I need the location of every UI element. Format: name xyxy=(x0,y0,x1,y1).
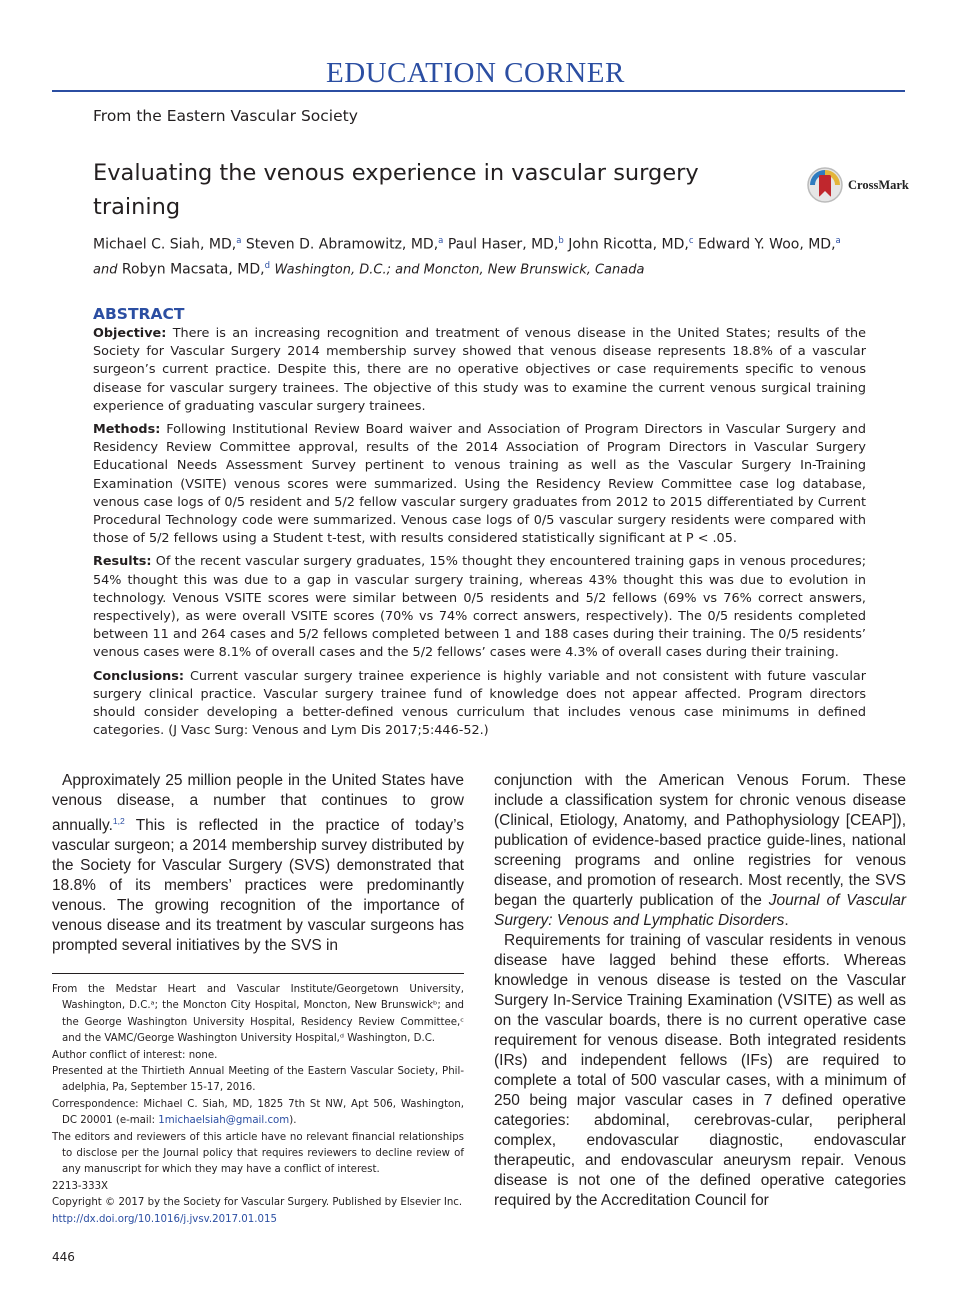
body-column-left xyxy=(52,771,464,956)
abstract xyxy=(93,305,866,745)
affiliation-marker[interactable]: a xyxy=(236,236,242,246)
footnote-rule xyxy=(52,973,464,974)
body-text: . xyxy=(784,912,789,929)
author-name: Robyn Macsata, MD, xyxy=(121,261,265,278)
authors-conjunction: and xyxy=(93,262,118,278)
abstract-text: Current vascular surgery trainee experience is highly variable and not consistent with future vascular surgery clinical practice. Vascular surgery trainee fund of knowledge does not appear affected. Program directors should consider developing a better-defined venous curriculum that includes venous case minimums in defined categories. (J Vasc Surg: Venous and Lym Dis 2017;5:446-52.) xyxy=(93,668,866,739)
society-line: From the Eastern Vascular Society xyxy=(93,107,358,125)
affiliation-marker[interactable]: d xyxy=(264,261,270,272)
body-text: conjunction with the American Venous Forum. These include a classification system for chronic venous disease (Clinical, Etiology, Anatomy, and Pathophysiology [CEAP]), publication of evidence-based practice guide-lines, national screening programs and online registries for venous disease, and promotion of research. Most recently, the SVS began the quarterly publication of the xyxy=(494,772,906,909)
abstract-text: Following Institutional Review Board waiver and Association of Program Directors in Vascular Surgery and Residency Review Committee approval, results of the 2014 Association of Program Directors in Vascular Surgery Educational Needs Assessment Survey pertinent to venous training as well as the Vascular Surgery In-Training Examination (VSITE) venous scores were summarized. Using the Residency Review Committee case log database, venous case logs of 0/5 resident and 5/2 fellow vascular surgery graduates from 2012 to 2015 differentiated by Current Procedural Technology code were summarized. Venous case logs of 0/5 vascular surgery residents were compared with those of 5/2 fellows using a Student t-test, with results considered statistically significant at P < .05. xyxy=(93,422,866,547)
affiliation-marker[interactable]: b xyxy=(558,236,564,246)
footnote-text: ). xyxy=(289,1115,297,1127)
body-text: This is reflected in the practice of today’s vascular surgeon; a 2014 membership survey distributed by the Society for Vascular Surgery (SVS) demonstrated that 18.8% of its members’ practices were predominantly venous. The growing recognition of the importance of venous disease and its treatment by vascular surgeons has prompted several initiatives by the SVS in xyxy=(52,817,464,955)
author-name: Edward Y. Woo, MD, xyxy=(697,236,836,253)
abstract-label: Methods: xyxy=(93,422,161,438)
section-heading: EDUCATION CORNER xyxy=(326,57,625,89)
abstract-text: There is an increasing recognition and treatment of venous disease in the United States; results of the Society for Vascular Surgery 2014 membership survey showed that venous disease represents 18.8% of a vascular surgeon’s current practice. Despite this, there are no operative objectives or case requirements specific to venous disease for vascular surgery trainees. The objective of this study was to examine the current venous surgical training experience of graduating vascular surgery trainees. xyxy=(93,326,866,414)
footnote-text: Correspondence: Michael C. Siah, MD, 1825 7th St NW, Apt 506, Washington, DC 20001 (e-mail: xyxy=(52,1098,464,1127)
affiliation-marker[interactable]: c xyxy=(688,236,694,246)
doi xyxy=(52,1212,464,1228)
doi-link[interactable]: http://dx.doi.org/10.1016/j.jvsv.2017.01.015 xyxy=(52,1213,277,1225)
footnote-presented: Presented at the Thirtieth Annual Meeting of the Eastern Vascular Society, Phil-adelphia, Pa, September 15-17, 2016. xyxy=(52,1066,464,1094)
affiliation-marker[interactable]: a xyxy=(835,236,841,246)
author-name: Paul Haser, MD, xyxy=(447,236,559,253)
author-location: Washington, D.C.; and Moncton, New Brunswick, Canada xyxy=(274,262,645,278)
abstract-label: Results: xyxy=(93,554,152,570)
abstract-heading: ABSTRACT xyxy=(93,305,185,323)
author-name: Michael C. Siah, MD, xyxy=(93,236,237,253)
footnote-conflict: Author conflict of interest: none. xyxy=(52,1049,218,1061)
article-title: Evaluating the venous experience in vascular surgery training xyxy=(93,160,699,220)
author-list xyxy=(93,231,873,281)
footnote-correspondence xyxy=(52,1097,464,1130)
crossmark-icon xyxy=(806,166,844,204)
abstract-label: Conclusions: xyxy=(93,668,185,684)
copyright: Copyright © 2017 by the Society for Vascular Surgery. Published by Elsevier Inc. xyxy=(52,1197,463,1209)
abstract-results xyxy=(93,553,866,662)
footnote-editors: The editors and reviewers of this article have no relevant financial relationships to disclose per the Journal policy that requires reviewers to decline review of any manuscript for which they may have a conflict of interest. xyxy=(52,1131,464,1176)
abstract-objective xyxy=(93,325,866,416)
body-paragraph xyxy=(494,771,906,931)
author-name: Steven D. Abramowitz, MD, xyxy=(245,236,439,253)
abstract-label: Objective: xyxy=(93,326,167,341)
abstract-text: Of the recent vascular surgery graduates, 15% thought they encountered training gaps in venous procedures; 54% thought this was due to a gap in vascular surgery training, whereas 43% thought this was due to evolution in technology. Venous VSITE scores were similar between 0/5 residents and 5/2 fellows (69% vs 76% correct answers, respectively), as were overall VSITE scores (70% vs 74% correct answers, respectively). The 0/5 residents completed between 11 and 264 cases and 5/2 fellows completed between 1 and 188 cases during their training. The 0/5 residents’ venous cases were 8.1% of overall cases and the 5/2 fellows’ cases were 4.3% of overall cases during their training. xyxy=(93,554,867,661)
page-number: 446 xyxy=(52,1250,75,1264)
footnote-affiliations: From the Medstar Heart and Vascular Institute/Georgetown University, Washington, D.C.ᵃ; the Moncton City Hospital, Moncton, New Brunswickᵇ; and the George Washington University Hospital, Residency Review Committee,ᶜ and the VAMC/George Washington University Hospital,ᵈ Washington, D.C. xyxy=(52,984,464,1045)
issn: 2213-333X xyxy=(52,1180,109,1192)
reference-marker[interactable]: 1,2 xyxy=(112,816,125,826)
body-paragraph xyxy=(52,771,464,956)
body-column-right xyxy=(494,771,906,1211)
abstract-methods xyxy=(93,421,866,548)
author-name: John Ricotta, MD, xyxy=(568,236,689,253)
email-link[interactable]: 1michaelsiah@gmail.com xyxy=(158,1115,290,1127)
header-rule xyxy=(52,90,905,92)
affiliation-marker[interactable]: a xyxy=(438,236,444,246)
abstract-conclusions xyxy=(93,668,866,741)
crossmark-badge[interactable] xyxy=(806,166,910,204)
body-text: Approximately 25 million people in the United States have venous disease, a number that continues to grow annually. xyxy=(52,772,464,835)
footnotes xyxy=(52,982,464,1228)
crossmark-label: CrossMark xyxy=(848,177,909,192)
journal-title: Journal of Vascular Surgery: Venous and Lymphatic Disorders xyxy=(494,892,906,929)
body-paragraph: Requirements for training of vascular residents in venous disease have lagged behind these efforts. Whereas knowledge in venous disease is tested on the Vascular Surgery In-Service Training Examination (VSITE) as well as on the vascular boards, there is no current operative case requirement for venous disease. Both integrated residents (IRs) and independent fellows (IFs) are required to complete a total of 500 vascular cases, with a minimum of 250 being major vascular cases in 7 defined operative categories: abdominal, cerebrovas-cular, peripheral complex, endovascular diagnostic, endovascular therapeutic, and endovascular aneurysm repair. Venous disease is not one of the defined operative categories required by the Accreditation Council for xyxy=(494,932,906,1209)
